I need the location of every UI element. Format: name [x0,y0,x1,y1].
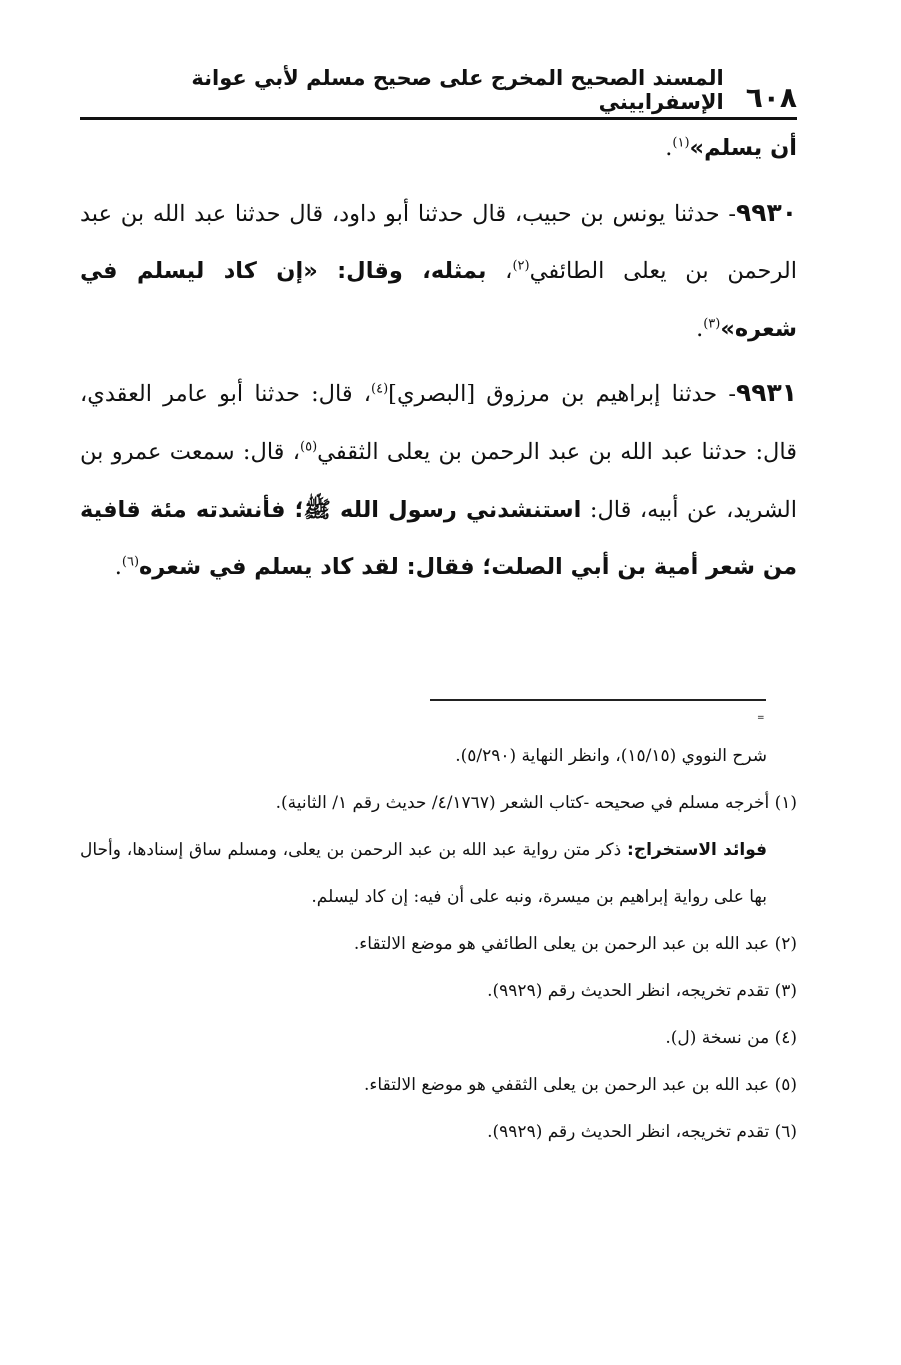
footnote-continuation: شرح النووي (١٥/١٥)، وانظر النهاية (٥/٢٩٠). [455,746,767,766]
footnote-2: (٢) عبد الله بن عبد الرحمن بن يعلى الطائفي هو موضع الالتقاء. [353,934,797,954]
continuation-marker: = [757,713,765,723]
hadith-number: ٩٩٣١ [735,378,797,408]
page-number: ٦٠٨ [745,81,797,114]
footnotes [80,733,797,1156]
footnote-1: (١) أخرجه مسلم في صحيحه -كتاب الشعر (٤/١٧٦٧/ حديث رقم ١/ الثانية). [275,793,797,813]
hadith-9930: ٩٩٣٠- حدثنا يونس بن حبيب، قال حدثنا أبو داود، قال حدثنا عبد الله بن عبد الرحمن بن يعلى الطائفي$^{(٢)}$، بمثله، وقال: «إن كاد ليسلم في شعره»$^{(٣)}$. [80,197,797,342]
running-title: المسند الصحيح المخرج على صحيح مسلم لأبي عوانة الإسفراييني [191,66,724,114]
hadith-9931: ٩٩٣١- حدثنا إبراهيم بن مرزوق [البصري]$^{(٤)}$، قال: حدثنا أبو عامر العقدي، قال: حدثنا عبد الله بن عبد الرحمن بن يعلى الثقفي$^{(٥)}$، قال: سمعت عمرو بن الشريد، عن أبيه، قال: استنشدني رسول الله ﷺ؛ فأنشدته مئة قافية من شعر أمية بن أبي الصلت؛ فقال: لقد كاد يسلم في شعره$^{(٦)}$. [80,378,798,581]
page-header [80,66,797,114]
hadith-number: ٩٩٣٠ [735,197,797,227]
footnote-4: (٤) من نسخة (ل). [665,1028,797,1048]
paragraph-continuation: أن يسلم»$^{(١)}$. [665,135,797,161]
footnote-5: (٥) عبد الله بن عبد الرحمن بن يعلى الثقفي هو موضع الالتقاء. [364,1075,797,1095]
footnote-separator [430,699,766,701]
main-text [80,120,797,597]
footnote-fawaid: فوائد الاستخراج: ذكر متن رواية عبد الله بن عبد الرحمن بن يعلى، ومسلم ساق إسنادها، وأحال بها على رواية إبراهيم بن ميسرة، ونبه على أن فيه: إن كاد ليسلم. [80,840,767,907]
footnote-6: (٦) تقدم تخريجه، انظر الحديث رقم (٩٩٢٩). [487,1122,797,1142]
footnote-3: (٣) تقدم تخريجه، انظر الحديث رقم (٩٩٢٩). [487,981,797,1001]
